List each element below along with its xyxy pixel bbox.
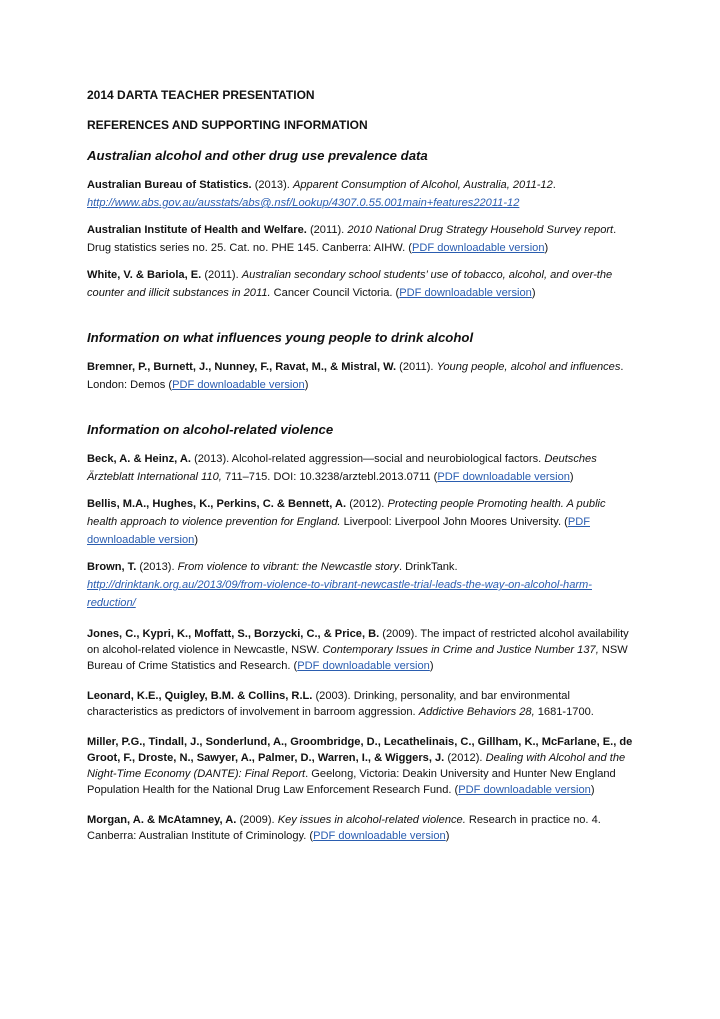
reference-text: ) [544, 242, 549, 254]
reference-text: Cancer Council Victoria. ( [270, 287, 400, 299]
reference-title: Deutsches Ärzteblatt International 110, [87, 453, 597, 483]
reference-text: . Drug statistics series no. 25. Cat. no. PHE 145. Canberra: AIHW. ( [87, 224, 617, 254]
reference-authors: Bremner, P., Burnett, J., Nunney, F., Ravat, M., & Mistral, W. [87, 361, 397, 373]
pdf-link[interactable]: PDF downloadable version [437, 471, 570, 483]
reference-text: (2012). [346, 498, 388, 510]
reference-entry [87, 734, 635, 798]
reference-text: ) [429, 660, 434, 672]
pdf-link[interactable]: PDF downloadable version [172, 379, 305, 391]
reference-text: ) [531, 287, 536, 299]
document-content [87, 88, 635, 857]
reference-text: ) [569, 471, 574, 483]
reference-text: (2013). [251, 179, 293, 191]
reference-text: ) [445, 830, 450, 842]
reference-text: . London: Demos ( [87, 361, 624, 391]
reference-authors: Jones, C., Kypri, K., Moffatt, S., Borzycki, C., & Price, B. [87, 628, 380, 640]
pdf-link[interactable]: PDF downloadable version [411, 242, 545, 254]
reference-title: Dealing with Alcohol and the Night-Time Economy (DANTE): Final Report [87, 752, 626, 780]
reference-entry [87, 176, 635, 212]
reference-title: Contemporary Issues in Crime and Justice Number 137, [322, 644, 599, 656]
reference-title: Young people, alcohol and influences [436, 361, 621, 373]
reference-authors: Miller, P.G., Tindall, J., Sonderlund, A., Groombridge, D., Lecathelinais, C., Gillham, K., McFarlane, E., de Groot, F., Droste, N., Sawyer, A., Palmer, D., Warren, I., & Wiggers, J. [87, 736, 633, 764]
reference-title: Protecting people Promoting health. A public health approach to violence prevention for England. [87, 498, 606, 528]
reference-title: Addictive Behaviors 28, [418, 706, 535, 718]
section-heading: Information on what influences young people to drink alcohol [87, 330, 474, 345]
reference-text: (2013). [136, 561, 178, 573]
reference-text: (2012). [444, 752, 486, 764]
reference-entry [87, 450, 635, 486]
reference-authors: Morgan, A. & McAtamney, A. [87, 814, 237, 826]
reference-entry [87, 558, 635, 612]
section-heading: Australian alcohol and other drug use prevalence data [87, 148, 428, 163]
pdf-link[interactable]: PDF downloadable version [399, 287, 532, 299]
reference-entry [87, 812, 635, 844]
reference-text: ) [590, 784, 595, 796]
reference-title: 2010 National Drug Strategy Household Survey report [347, 224, 614, 236]
reference-authors: Australian Bureau of Statistics. [87, 179, 252, 191]
pdf-link[interactable]: PDF downloadable version [313, 830, 446, 842]
reference-entry [87, 495, 635, 549]
reference-text: (2009). [236, 814, 278, 826]
reference-authors: Brown, T. [87, 561, 137, 573]
reference-url-link[interactable]: http://drinktank.org.au/2013/09/from-violence-to-vibrant-newcastle-trial-leads-the-way-on-alcohol-harm-reduction/ [87, 579, 592, 609]
reference-title: Key issues in alcohol-related violence. [277, 814, 466, 826]
document-title: 2014 DARTA TEACHER PRESENTATION [87, 88, 315, 102]
reference-authors: White, V. & Bariola, E. [87, 269, 202, 281]
reference-text: ) [304, 379, 309, 391]
reference-title: Apparent Consumption of Alcohol, Australia, 2011-12 [292, 179, 553, 191]
reference-text: NSW Bureau of Crime Statistics and Research. ( [87, 644, 628, 672]
reference-text: (2011). [201, 269, 242, 281]
reference-entry [87, 266, 635, 302]
reference-text: (2013). Alcohol-related aggression—social and neurobiological factors. [190, 453, 545, 465]
pdf-link[interactable]: PDF downloadable version [458, 784, 591, 796]
pdf-link[interactable]: PDF downloadable version [87, 516, 590, 546]
reference-text: Liverpool: Liverpool John Moores University. ( [340, 516, 568, 528]
reference-entry [87, 626, 635, 674]
document-subtitle: REFERENCES AND SUPPORTING INFORMATION [87, 118, 368, 132]
reference-authors: Leonard, K.E., Quigley, B.M. & Collins, R.L. [87, 690, 313, 702]
reference-entry [87, 358, 635, 394]
reference-title: Australian secondary school students’ use of tobacco, alcohol, and over-the counter and illicit substances in 2011. [87, 269, 613, 299]
reference-text: (2011). [306, 224, 348, 236]
reference-text: (2003). Drinking, personality, and bar environmental characteristics as predictors of involvement in barroom aggression. [87, 690, 570, 718]
reference-url-link[interactable]: http://www.abs.gov.au/ausstats/abs@.nsf/Lookup/4307.0.55.001main+features22011-12 [87, 197, 520, 209]
reference-text: . Geelong, Victoria: Deakin University and Hunter New England Population Health for the National Drug Law Enforcement Research Fund. ( [87, 768, 616, 796]
reference-authors: Bellis, M.A., Hughes, K., Perkins, C. & Bennett, A. [87, 498, 347, 510]
reference-text: ) [194, 534, 199, 546]
reference-text: . [552, 179, 556, 191]
reference-authors: Australian Institute of Health and Welfare. [87, 224, 307, 236]
reference-text: Research in practice no. 4. Canberra: Australian Institute of Criminology. ( [87, 814, 601, 842]
reference-entry [87, 221, 635, 257]
reference-title: From violence to vibrant: the Newcastle story [177, 561, 399, 573]
reference-text: . DrinkTank. [399, 561, 458, 573]
reference-text: 1681-1700. [534, 706, 594, 718]
reference-text: (2011). [396, 361, 437, 373]
reference-authors: Beck, A. & Heinz, A. [87, 453, 191, 465]
reference-entry [87, 688, 635, 720]
pdf-link[interactable]: PDF downloadable version [297, 660, 430, 672]
reference-text: (2009). The impact of restricted alcohol availability on alcohol-related violence in Newcastle, NSW. [87, 628, 629, 656]
section-heading: Information on alcohol-related violence [87, 422, 334, 437]
reference-text: 711–715. DOI: 10.3238/arztebl.2013.0711 ( [221, 471, 438, 483]
